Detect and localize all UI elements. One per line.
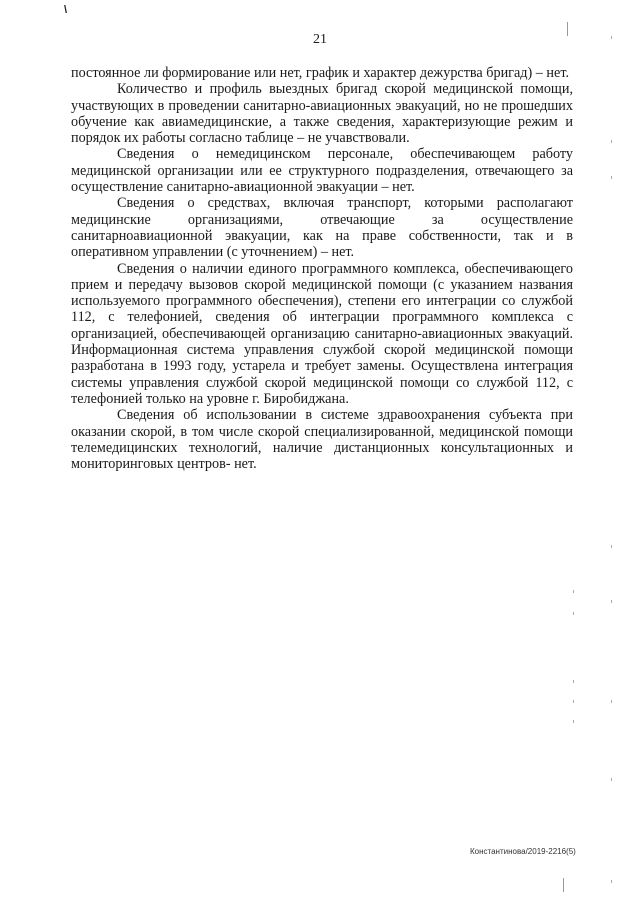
footer-document-code: Константинова/2019-2216(5) xyxy=(470,847,576,856)
scan-edge-dot xyxy=(611,700,612,703)
scan-edge-dot xyxy=(611,545,612,548)
scan-edge-dot xyxy=(573,612,574,615)
paragraph-continuation: постоянное ли формирование или нет, график и характер дежурства бригад) – нет. xyxy=(71,65,569,81)
scan-edge-line-top xyxy=(567,22,568,36)
paragraph-non-medical-staff: Сведения о немедицинском персонале, обеспечивающем работу медицинской организации или ее структурного подразделения, отвечающего за осуществление санитарно-авиационной эвакуации – нет. xyxy=(71,146,573,196)
scan-edge-dot xyxy=(573,700,574,703)
scan-edge-dot xyxy=(573,720,574,723)
scan-edge-line-bottom xyxy=(563,878,564,892)
paragraph-software-complex: Сведения о наличии единого программного комплекса, обеспечивающего прием и передачу вызовов скорой медицинской помощи (с указанием названия используемого программного обеспечения), степени его интеграции со службой 112, с телефонией, сведения об интеграции программного комплекса с организацией, обеспечивающей организацию санитарно-авиационных эвакуаций. Информационная система управления службой скорой медицинской помощи разработана в 1993 году, устарела и требует замены. Осуществлена интеграция системы управления службой скорой медицинской помощи со службой 112, с телефонией только на уровне г. Биробиджана. xyxy=(71,260,573,407)
document-body xyxy=(71,65,573,472)
scan-edge-dot xyxy=(611,778,612,781)
scan-edge-dot xyxy=(573,590,574,593)
scan-edge-dot xyxy=(611,36,612,39)
page-number: 21 xyxy=(313,32,327,47)
scan-edge-dot xyxy=(611,140,612,143)
scan-edge-dot xyxy=(611,880,612,883)
scan-edge-dot xyxy=(573,680,574,683)
paragraph-transport: Сведения о средствах, включая транспорт, которыми располагают медицинские организациями, отвечающие за осуществление санитарноавиационной эвакуации, как на праве собственности, так и в оперативном управлении (с уточнением) – нет. xyxy=(71,195,573,261)
scan-edge-dot xyxy=(611,176,612,179)
paragraph-brigades: Количество и профиль выездных бригад скорой медицинской помощи, участвующих в проведении санитарно-авиационных эвакуаций, но не прошедших обучение как авиамедицинские, а также сведения, характеризующие режим и порядок их работы согласно таблице – не учавствовали. xyxy=(71,81,573,147)
scan-edge-dot xyxy=(611,600,612,603)
paragraph-telemedicine: Сведения об использовании в системе здравоохранения субъекта при оказании скорой, в том числе скорой специализированной, медицинской помощи телемедицинских технологий, наличие дистанционных консультационных и мониторинговых центров- нет. xyxy=(71,407,573,473)
corner-mark: \ xyxy=(64,4,68,16)
